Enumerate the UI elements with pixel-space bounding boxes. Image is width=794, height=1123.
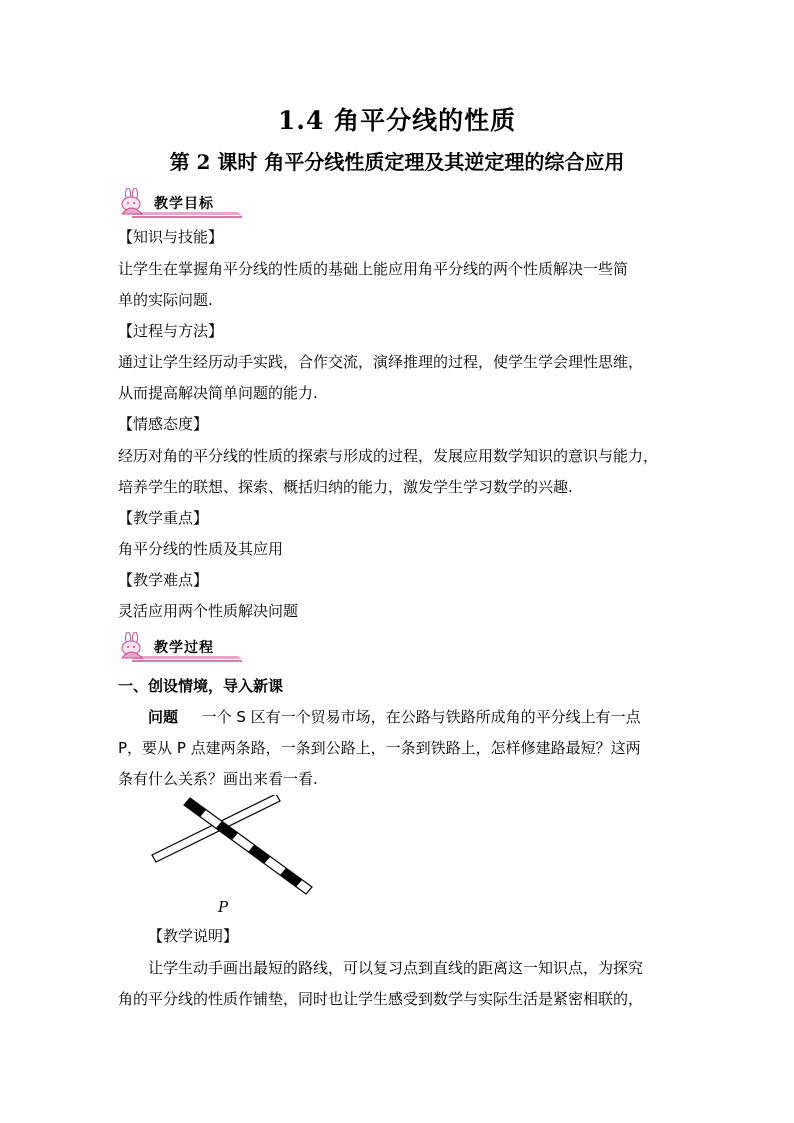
crossing-diagram [150,795,320,915]
objectives-banner-label: 教学目标 [154,196,214,212]
point-p-label: P [218,898,229,916]
process-banner-label: 教学过程 [154,640,214,656]
page-title: 1.4 角平分线的性质 [277,106,517,135]
road-railway-figure [150,795,320,915]
process-method-line-1: 通过让学生经历动手实践，合作交流，演绎推理的过程，使学生学会理性思维， [118,353,644,371]
teaching-note-heading: 【教学说明】 [148,927,239,945]
emotion-line-1: 经历对角的平分线的性质的探索与形成的过程，发展应用数学知识的意识与能力， [118,447,659,465]
page-subtitle: 第 2 课时 角平分线性质定理及其逆定理的综合应用 [169,150,625,174]
objectives-banner [118,188,243,220]
knowledge-text-line-1: 让学生在掌握角平分线的性质的基础上能应用角平分线的两个性质解决一些简 [118,260,629,278]
section-heading-intro: 一、创设情境，导入新课 [118,677,284,695]
problem-line-3: 条有什么关系？画出来看一看. [118,770,318,788]
knowledge-text-line-2: 单的实际问题. [118,291,213,309]
process-banner [118,632,243,664]
teaching-note-line-2: 角的平分线的性质作铺垫，同时也让学生感受到数学与实际生活是紧密相联的， [118,990,644,1008]
difficulty-heading: 【教学难点】 [118,571,209,589]
problem-label: 问题 [148,708,179,726]
problem-text-1: 一个 S 区有一个贸易市场，在公路与铁路所成角的平分线上有一点 [201,708,641,726]
key-point-text: 角平分线的性质及其应用 [118,540,284,558]
process-method-heading: 【过程与方法】 [118,322,224,340]
emotion-line-2: 培养学生的联想、探索、概括归纳的能力，激发学生学习数学的兴趣. [118,478,573,496]
key-point-heading: 【教学重点】 [118,509,209,527]
process-method-line-2: 从而提高解决简单问题的能力. [118,384,318,402]
knowledge-heading: 【知识与技能】 [118,228,224,246]
problem-line-1 [148,706,641,727]
difficulty-text: 灵活应用两个性质解决问题 [118,602,299,620]
teaching-note-line-1: 让学生动手画出最短的路线，可以复习点到直线的距离这一知识点，为探究 [148,959,644,977]
emotion-heading: 【情感态度】 [118,415,209,433]
problem-line-2: P，要从 P 点建两条路，一条到公路上，一条到铁路上，怎样修建路最短？这两 [118,739,641,757]
